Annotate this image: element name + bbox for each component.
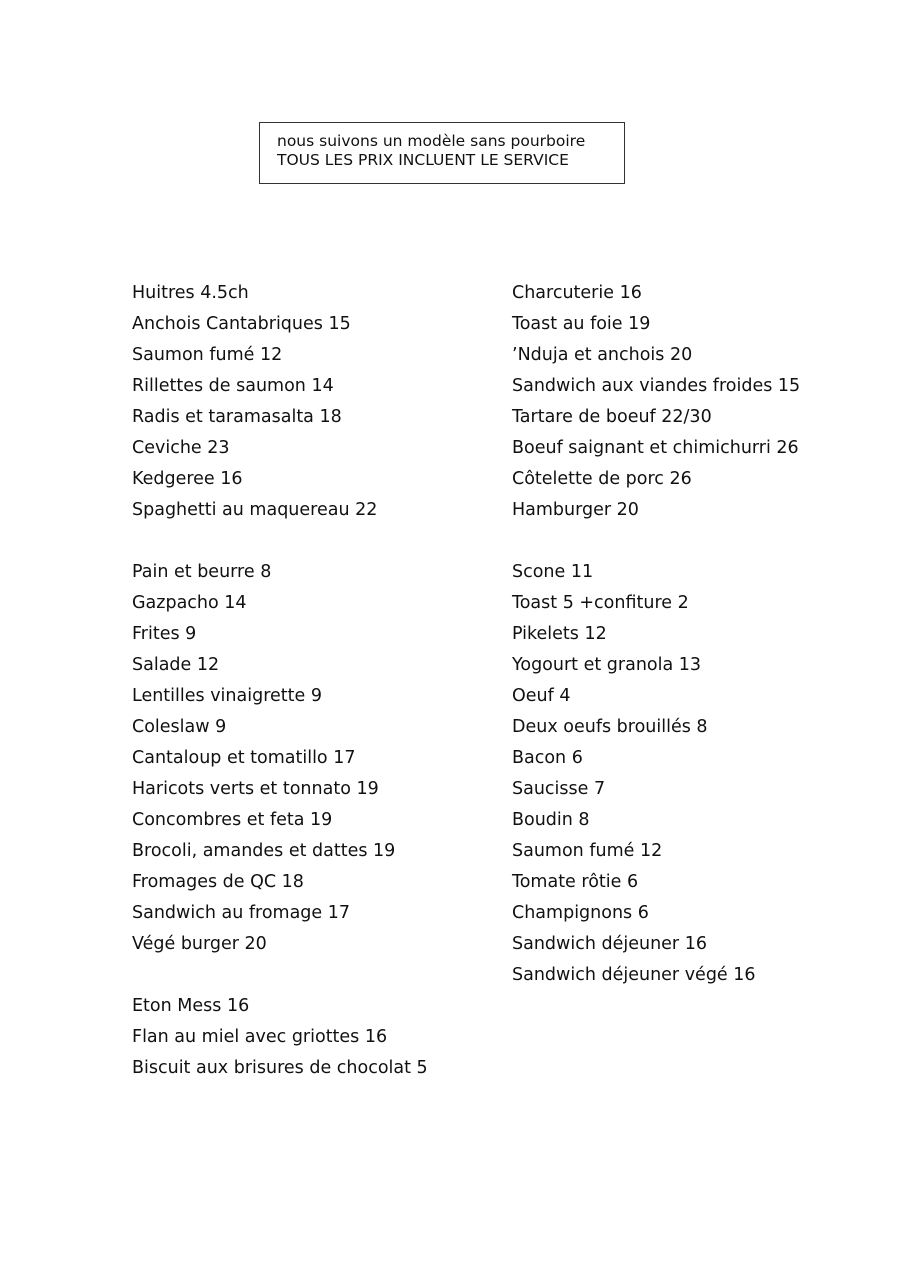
menu-item: Pikelets 12 (512, 624, 607, 644)
menu-item: Toast 5 +confiture 2 (512, 593, 689, 613)
notice-line-service-included: TOUS LES PRIX INCLUENT LE SERVICE (277, 151, 569, 169)
menu-item: Sandwich aux viandes froides 15 (512, 376, 801, 396)
menu-item: Huitres 4.5ch (132, 283, 249, 303)
menu-item: Concombres et feta 19 (132, 810, 333, 830)
menu-item: Boudin 8 (512, 810, 590, 830)
menu-item: Haricots verts et tonnato 19 (132, 779, 379, 799)
menu-item: Végé burger 20 (132, 934, 267, 954)
menu-item: Bacon 6 (512, 748, 583, 768)
menu-item: Oeuf 4 (512, 686, 571, 706)
menu-item: Coleslaw 9 (132, 717, 227, 737)
menu-item: Lentilles vinaigrette 9 (132, 686, 322, 706)
menu-item: Toast au foie 19 (512, 314, 651, 334)
menu-item: Saumon fumé 12 (132, 345, 283, 365)
menu-item: Scone 11 (512, 562, 594, 582)
menu-item: Yogourt et granola 13 (512, 655, 702, 675)
menu-item: Ceviche 23 (132, 438, 230, 458)
menu-item: Rillettes de saumon 14 (132, 376, 334, 396)
menu-item: Saumon fumé 12 (512, 841, 663, 861)
menu-group (132, 279, 428, 527)
menu-item: Sandwich au fromage 17 (132, 903, 351, 923)
menu-item: Saucisse 7 (512, 779, 606, 799)
menu-group (512, 279, 800, 527)
menu-item: ’Nduja et anchois 20 (512, 345, 693, 365)
menu-item: Frites 9 (132, 624, 197, 644)
notice-line-no-tip: nous suivons un modèle sans pourboire (277, 132, 586, 150)
menu-item: Radis et taramasalta 18 (132, 407, 342, 427)
service-notice-box (259, 122, 625, 184)
menu-item: Spaghetti au maquereau 22 (132, 500, 378, 520)
menu-item: Biscuit aux brisures de chocolat 5 (132, 1058, 428, 1078)
menu-item: Brocoli, amandes et dattes 19 (132, 841, 396, 861)
menu-item: Sandwich déjeuner végé 16 (512, 965, 756, 985)
menu-item: Boeuf saignant et chimichurri 26 (512, 438, 799, 458)
menu-item: Eton Mess 16 (132, 996, 250, 1016)
menu-column-right (512, 279, 800, 1023)
menu-item: Tomate rôtie 6 (512, 872, 639, 892)
menu-item: Côtelette de porc 26 (512, 469, 692, 489)
menu-item: Champignons 6 (512, 903, 649, 923)
menu-item: Kedgeree 16 (132, 469, 243, 489)
menu-item: Salade 12 (132, 655, 220, 675)
menu-item: Fromages de QC 18 (132, 872, 304, 892)
menu-column-left (132, 279, 428, 1116)
menu-item: Gazpacho 14 (132, 593, 247, 613)
menu-item: Pain et beurre 8 (132, 562, 272, 582)
menu-group (132, 992, 428, 1085)
menu-item: Cantaloup et tomatillo 17 (132, 748, 356, 768)
menu-item: Charcuterie 16 (512, 283, 642, 303)
menu-item: Anchois Cantabriques 15 (132, 314, 351, 334)
menu-item: Flan au miel avec griottes 16 (132, 1027, 388, 1047)
menu-item: Tartare de boeuf 22/30 (512, 407, 712, 427)
menu-group (132, 558, 428, 961)
menu-group (512, 558, 800, 992)
menu-item: Hamburger 20 (512, 500, 639, 520)
menu-item: Deux oeufs brouillés 8 (512, 717, 708, 737)
menu-item: Sandwich déjeuner 16 (512, 934, 707, 954)
